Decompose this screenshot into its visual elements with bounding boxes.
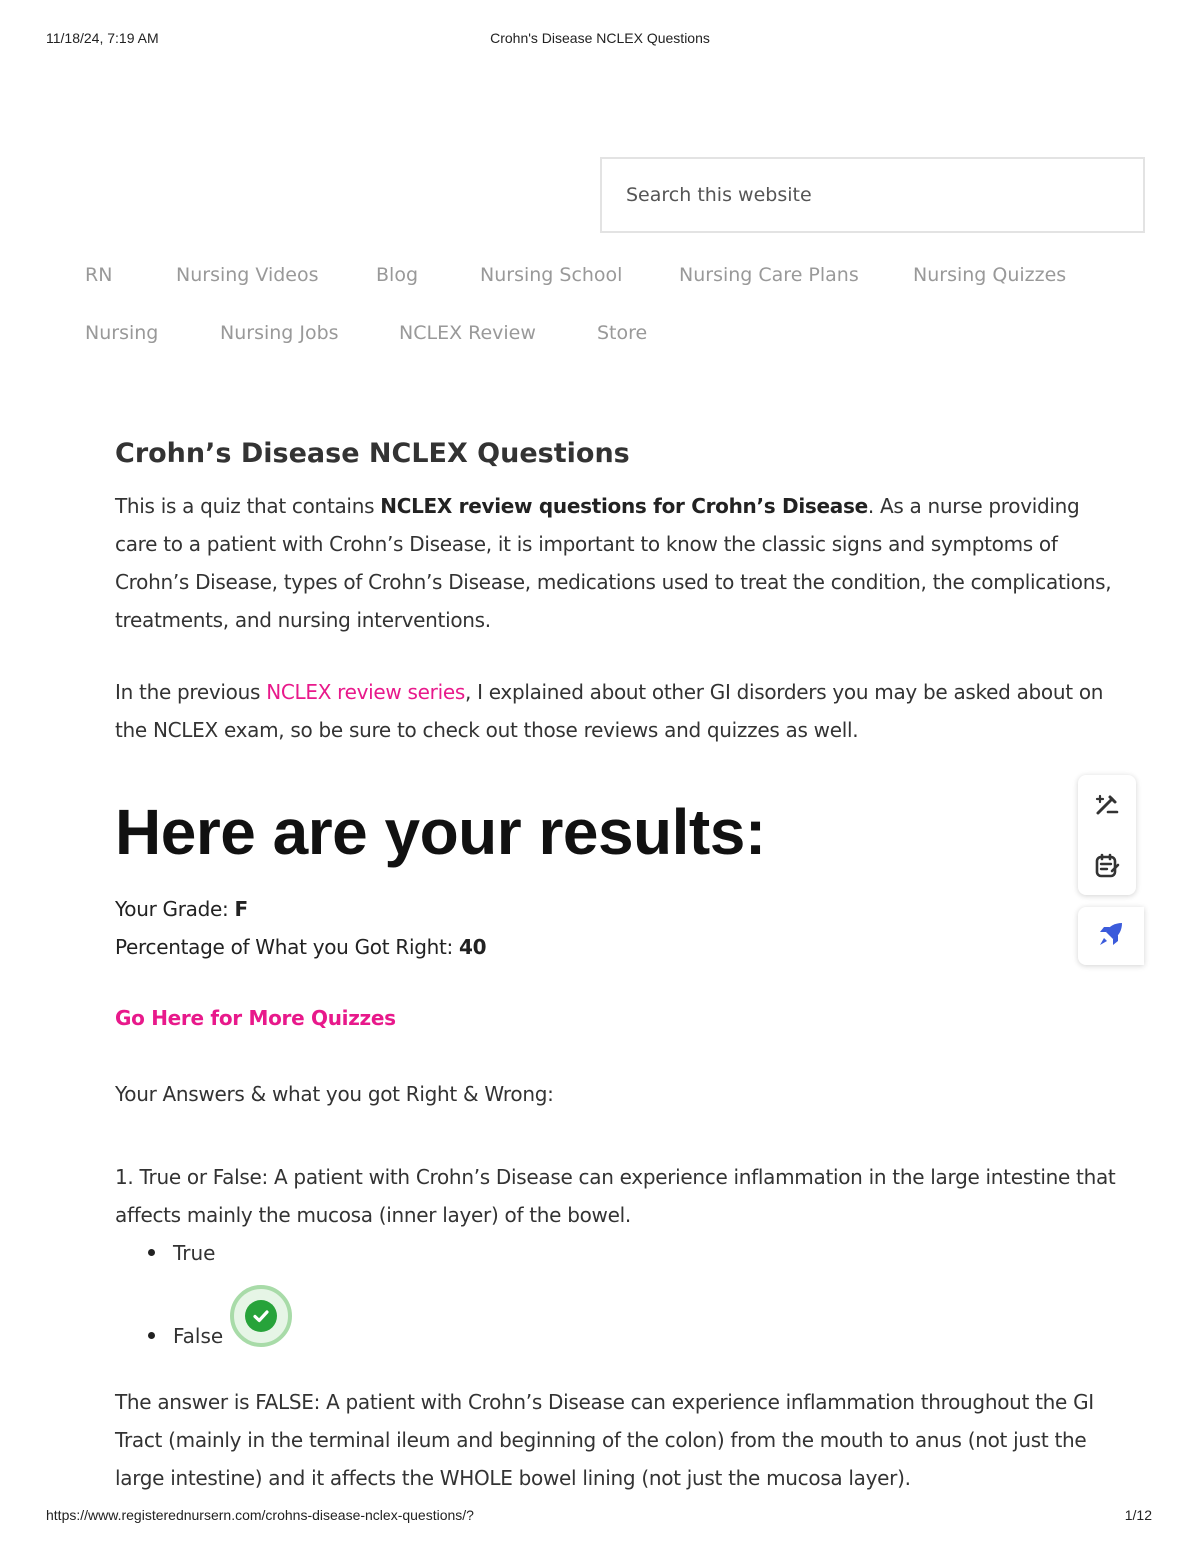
article xyxy=(115,436,1115,749)
nav-item-nursing-jobs[interactable]: Nursing Jobs xyxy=(220,322,339,344)
nav-item-nursing-care-plans[interactable]: Nursing Care Plans xyxy=(679,264,859,286)
percent-line xyxy=(115,928,486,966)
search-input[interactable] xyxy=(602,159,1143,231)
nav-item-store[interactable]: Store xyxy=(597,322,648,344)
percent-value: 40 xyxy=(459,935,487,959)
rocket-icon xyxy=(1095,918,1127,954)
option-true xyxy=(148,1241,215,1265)
print-page-number: 1/12 xyxy=(1124,1507,1152,1523)
series-paragraph xyxy=(115,673,1115,749)
correct-check-icon xyxy=(230,1285,292,1347)
print-url: https://www.registerednursern.com/crohns-disease-nclex-questions/? xyxy=(46,1507,474,1523)
rocket-button[interactable] xyxy=(1078,907,1144,965)
more-quizzes-link[interactable]: Go Here for More Quizzes xyxy=(115,1006,396,1030)
answers-label: Your Answers & what you got Right & Wrong: xyxy=(115,1082,554,1106)
series-text-start: In the previous xyxy=(115,680,267,704)
nav-item-nursing-school[interactable]: Nursing School xyxy=(480,264,623,286)
option-label: True xyxy=(173,1241,216,1265)
question-1-text: 1. True or False: A patient with Crohn’s Disease can experience inflammation in the large intestine that affects mainly the mucosa (inner layer) of the bowel. xyxy=(115,1165,1116,1227)
results-heading: Here are your results: xyxy=(115,796,766,868)
bullet-icon xyxy=(148,1332,155,1339)
intro-paragraph xyxy=(115,487,1115,639)
nav-item-rn[interactable]: RN xyxy=(85,264,113,286)
side-toolbar xyxy=(1078,775,1136,895)
grade-value: F xyxy=(234,897,248,921)
nav-item-nursing-videos[interactable]: Nursing Videos xyxy=(176,264,319,286)
option-false xyxy=(148,1324,223,1348)
percent-label: Percentage of What you Got Right: xyxy=(115,935,460,959)
bullet-icon xyxy=(148,1249,155,1256)
intro-text-end: . As a nurse providing care to a patient with Crohn’s Disease, it is important to know the classic signs and symptoms of Crohn’s Disease, types of Crohn’s Disease, medications used to treat the condition, the complications, treatments, and nursing interventions. xyxy=(115,494,1112,632)
search-box[interactable] xyxy=(600,157,1145,233)
nav-item-nursing[interactable]: Nursing xyxy=(85,322,159,344)
print-datetime: 11/18/24, 7:19 AM xyxy=(46,30,159,46)
intro-text-start: This is a quiz that contains xyxy=(115,494,381,518)
answer-explanation: The answer is FALSE: A patient with Crohn’s Disease can experience inflammation throughout the GI Tract (mainly in the terminal ileum and beginning of the colon) from the mouth to anus (not just the large intestine) and it affects the WHOLE bowel lining (not just the mucosa layer). xyxy=(115,1390,1094,1490)
notes-icon[interactable] xyxy=(1093,852,1121,880)
print-title: Crohn's Disease NCLEX Questions xyxy=(490,30,710,46)
edit-sparkle-icon[interactable] xyxy=(1093,791,1121,819)
intro-bold-text: NCLEX review questions for Crohn’s Disease xyxy=(380,494,868,518)
series-text-end: , I explained about other GI disorders you may be asked about on the NCLEX exam, so be sure to check out those reviews and quizzes as well. xyxy=(115,680,1104,742)
grade-label: Your Grade: xyxy=(115,897,235,921)
nav-item-blog[interactable]: Blog xyxy=(376,264,418,286)
grade-block xyxy=(115,890,486,966)
nclex-review-series-link[interactable]: NCLEX review series xyxy=(266,680,465,704)
grade-line xyxy=(115,890,486,928)
page-title: Crohn’s Disease NCLEX Questions xyxy=(115,438,630,469)
nav-item-nclex-review[interactable]: NCLEX Review xyxy=(399,322,536,344)
option-label: False xyxy=(173,1324,224,1348)
nav-item-nursing-quizzes[interactable]: Nursing Quizzes xyxy=(913,264,1067,286)
